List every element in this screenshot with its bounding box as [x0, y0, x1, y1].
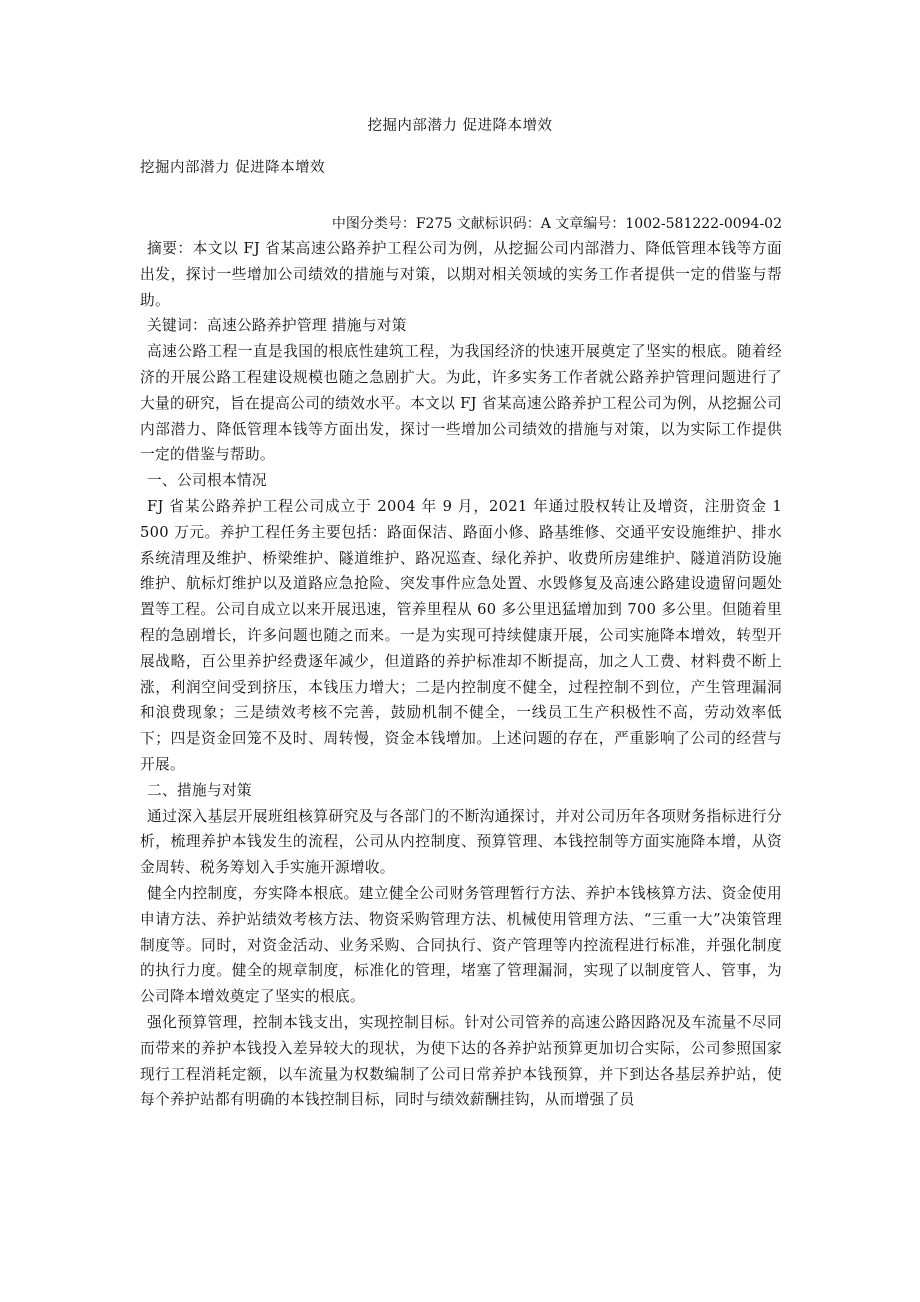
section-2-intro-paragraph: 通过深入基层开展班组核算研究及与各部门的不断沟通探讨，并对公司历年各项财务指标进行分析，梳理养护本钱发生的流程，公司从内控制度、预算管理、本钱控制等方面实施降本增，从资金周转、税务筹划入手实施开源增收。 [140, 807, 782, 877]
intro-paragraph: 高速公路工程一直是我国的根底性建筑工程，为我国经济的快速开展奠定了坚实的根底。随着经济的开展公路工程建设规模也随之急剧扩大。为此，许多实务工作者就公路养护管理问题进行了大量的研究，旨在提高公司的绩效水平。本文以 FJ 省某高速公路养护工程公司为例，从挖掘公司内部潜力、降低管理本钱等方面出发，探讨一些增加公司绩效的措施与对策，以为实际工作提供一定的借鉴与帮助。 [140, 343, 782, 464]
budget-management-paragraph: 强化预算管理，控制本钱支出，实现控制目标。针对公司管养的高速公路因路况及车流量不尽同而带来的养护本钱投入差异较大的现状，为使下达的各养护站预算更加切合实际，公司参照国家现行工程消耗定额，以车流量为权数编制了公司日常养护本钱预算，并下到达各基层养护站，使每个养护站都有明确的本钱控制目标，同时与绩效薪酬挂钩，从而增强了员 [140, 1013, 782, 1109]
document-body [140, 236, 782, 1113]
section-heading-2: 二、措施与对策 [147, 781, 252, 799]
document-title: 挖掘内部潜力 促进降本增效 [367, 118, 553, 134]
internal-control-paragraph: 健全内控制度，夯实降本根底。建立健全公司财务管理暂行方法、养护本钱核算方法、资金使用申请方法、养护站绩效考核方法、物资采购管理方法、机械使用管理方法、“三重一大”决策管理制度等。同时，对资金活动、业务采购、合同执行、资产管理等内控流程进行标准，并强化制度的执行力度。健全的规章制度，标准化的管理，堵塞了管理漏洞，实现了以制度管人、管事，为公司降本增效奠定了坚实的根底。 [140, 884, 782, 1006]
section-heading-1: 一、公司根本情况 [147, 472, 267, 490]
section-1-paragraph: FJ 省某公路养护工程公司成立于 2004 年 9 月，2021 年通过股权转让及增资，注册资金 1 500 万元。养护工程任务主要包括：路面保洁、路面小修、路基维修、交通平安设施维护、排水系统清理及维护、桥梁维护、隧道维护、路况巡查、绿化养护、收费所房建维护、隧道消防设施维护、航标灯维护以及道路应急抢险、突发事件应急处置、水毁修复及高速公路建设遗留问题处置等工程。公司自成立以来开展迅速，管养里程从 60 多公里迅猛增加到 700 多公里。但随着里程的急剧增长，许多问题也随之而来。一是为实现可持续健康开展，公司实施降本增效，转型开展战略，百公里养护经费逐年减少，但道路的养护标准却不断提高，加之人工费、材料费不断上涨，利润空间受到挤压，本钱压力增大；二是内控制度不健全，过程控制不到位，产生管理漏洞和浪费现象；三是绩效考核不完善，鼓励机制不健全，一线员工生产积极性不高，劳动效率低下；四是资金回笼不及时、周转慢，资金本钱增加。上述问题的存在，严重影响了公司的经营与开展。 [140, 497, 782, 773]
keywords-line: 关键词：高速公路养护管理 措施与对策 [147, 317, 407, 335]
abstract-paragraph: 摘要：本文以 FJ 省某高速公路养护工程公司为例，从挖掘公司内部潜力、降低管理本钱等方面出发，探讨一些增加公司绩效的措施与对策，以期对相关领域的实务工作者提供一定的借鉴与帮助。 [140, 240, 782, 309]
document-subtitle: 挖掘内部潜力 促进降本增效 [140, 160, 326, 176]
classification-line: 中图分类号：F275 文献标识码：A 文章编号：1002-581222-0094-02 [331, 216, 782, 232]
